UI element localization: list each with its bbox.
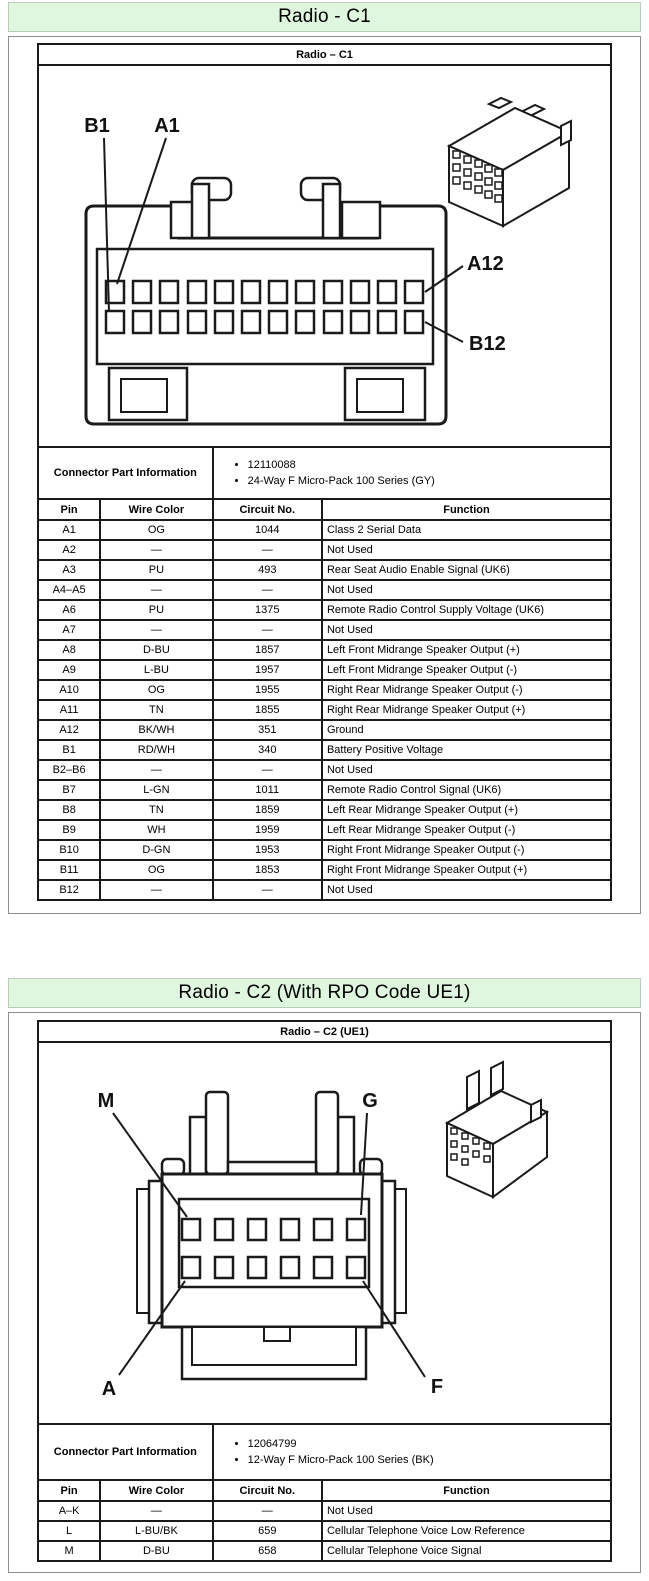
section-panel [8,36,641,914]
connector-part-info-values [213,447,611,499]
pin-row [38,740,611,760]
function-cell: Cellular Telephone Voice Signal [322,1541,611,1561]
function-cell: Right Front Midrange Speaker Output (+) [322,860,611,880]
wire-color-cell: OG [100,680,212,700]
pin-cell: A3 [38,560,100,580]
circuit-no-cell: 1855 [213,700,322,720]
pin-cell: A1 [38,520,100,540]
function-cell: Ground [322,720,611,740]
pin-cell: B8 [38,800,100,820]
connector-part-info-label: Connector Part Information [38,447,213,499]
part-number: • 12110088 [248,459,610,472]
pin-row [38,1521,611,1541]
pin-row [38,640,611,660]
function-cell: Not Used [322,1501,611,1521]
wire-color-cell: L-GN [100,780,212,800]
part-number: • 12064799 [248,1438,610,1451]
circuit-no-cell: 1955 [213,680,322,700]
column-header-function: Function [322,1480,611,1501]
wire-color-cell: — [100,760,212,780]
function-cell: Remote Radio Control Supply Voltage (UK6) [322,600,611,620]
circuit-no-cell: 340 [213,740,322,760]
section-banner [8,2,641,32]
pin-cell: A9 [38,660,100,680]
circuit-no-cell: — [213,760,322,780]
circuit-no-cell: 1853 [213,860,322,880]
pin-cell: A2 [38,540,100,560]
pin-row [38,1501,611,1521]
diagram-title-row [38,1021,611,1042]
wire-color-cell: — [100,540,212,560]
pin-cell: A7 [38,620,100,640]
column-header-circuit-no: Circuit No. [213,1480,322,1501]
connector-part-info-values [213,1424,611,1480]
pin-cell: B11 [38,860,100,880]
connector-part-info-row [38,1424,611,1480]
pin-row [38,780,611,800]
column-header-wire-color: Wire Color [100,1480,212,1501]
pin-row [38,1541,611,1561]
wire-color-cell: PU [100,600,212,620]
circuit-no-cell: 1957 [213,660,322,680]
circuit-no-cell: — [213,880,322,900]
pin-table-body [38,520,611,900]
connector-diagram-c1 [39,66,610,446]
wire-color-cell: RD/WH [100,740,212,760]
connector-part-info-row [38,447,611,499]
pin-label-b12: B12 [469,333,506,355]
pin-cell: B2–B6 [38,760,100,780]
circuit-no-cell: — [213,580,322,600]
section-panel [8,1012,641,1573]
pin-cell: B7 [38,780,100,800]
pin-label-a1: A1 [154,115,180,137]
function-cell: Not Used [322,580,611,600]
pin-label-a: A [101,1378,117,1400]
function-cell: Remote Radio Control Signal (UK6) [322,780,611,800]
pin-label-a12: A12 [467,253,504,275]
circuit-no-cell: — [213,1501,322,1521]
pin-row [38,760,611,780]
circuit-no-cell: 351 [213,720,322,740]
pin-row [38,720,611,740]
diagram-title: Radio – C1 [38,44,611,65]
pin-cell: B10 [38,840,100,860]
function-cell: Right Rear Midrange Speaker Output (+) [322,700,611,720]
column-header-pin: Pin [38,1480,100,1501]
diagram-title: Radio – C2 (UE1) [38,1021,611,1042]
diagram-row [38,65,611,447]
circuit-no-cell: 1859 [213,800,322,820]
pin-cell: A8 [38,640,100,660]
function-cell: Left Rear Midrange Speaker Output (+) [322,800,611,820]
wire-color-cell: WH [100,820,212,840]
wire-color-cell: L-BU/BK [100,1521,212,1541]
column-header-pin: Pin [38,499,100,520]
pin-cell: A11 [38,700,100,720]
wire-color-cell: TN [100,800,212,820]
wire-color-cell: — [100,1501,212,1521]
wire-color-cell: OG [100,860,212,880]
part-description: • 24-Way F Micro-Pack 100 Series (GY) [248,475,610,488]
diagram-title-row [38,44,611,65]
pin-row [38,540,611,560]
wire-color-cell: D-GN [100,840,212,860]
pin-row [38,660,611,680]
circuit-no-cell: 659 [213,1521,322,1541]
pin-label-f: F [430,1376,444,1398]
pin-row [38,580,611,600]
wire-color-cell: PU [100,560,212,580]
connector-table-c1 [37,43,612,901]
wire-color-cell: TN [100,700,212,720]
column-header-circuit-no: Circuit No. [213,499,322,520]
function-cell: Class 2 Serial Data [322,520,611,540]
circuit-no-cell: — [213,540,322,560]
section-banner [8,978,641,1008]
part-description: • 12-Way F Micro-Pack 100 Series (BK) [248,1454,610,1467]
pin-row [38,520,611,540]
wire-color-cell: D-BU [100,640,212,660]
connector-part-info-label: Connector Part Information [38,1424,213,1480]
circuit-no-cell: 1959 [213,820,322,840]
function-cell: Not Used [322,880,611,900]
pin-table-body [38,1501,611,1561]
pin-label-b1: B1 [84,115,110,137]
function-cell: Right Rear Midrange Speaker Output (-) [322,680,611,700]
pin-label-m: M [97,1090,115,1112]
isometric-connector-view [447,1062,547,1197]
wire-color-cell: L-BU [100,660,212,680]
pin-label-g: G [362,1090,378,1112]
function-cell: Battery Positive Voltage [322,740,611,760]
pin-cell: B1 [38,740,100,760]
circuit-no-cell: 1375 [213,600,322,620]
circuit-no-cell: 1953 [213,840,322,860]
circuit-no-cell: 1044 [213,520,322,540]
isometric-connector-view [449,98,571,226]
function-cell: Left Front Midrange Speaker Output (-) [322,660,611,680]
function-cell: Cellular Telephone Voice Low Reference [322,1521,611,1541]
pin-cell: A4–A5 [38,580,100,600]
diagram-cell [38,65,611,447]
connector-diagram-c2 [39,1043,610,1423]
function-cell: Not Used [322,760,611,780]
column-header-row [38,1480,611,1501]
pin-row [38,820,611,840]
pin-cell: L [38,1521,100,1541]
diagram-cell [38,1042,611,1424]
circuit-no-cell: 1011 [213,780,322,800]
wire-color-cell: — [100,620,212,640]
pin-cell: A12 [38,720,100,740]
pin-row [38,840,611,860]
pin-cell: B9 [38,820,100,840]
circuit-no-cell: 493 [213,560,322,580]
column-header-wire-color: Wire Color [100,499,212,520]
pin-cell: A6 [38,600,100,620]
pin-cell: A10 [38,680,100,700]
section-banner-title: Radio - C1 [278,6,371,27]
pin-cell: B12 [38,880,100,900]
wire-color-cell: OG [100,520,212,540]
pin-row [38,800,611,820]
pin-row [38,620,611,640]
pin-cell: M [38,1541,100,1561]
wire-color-cell: BK/WH [100,720,212,740]
section-banner-title: Radio - C2 (With RPO Code UE1) [178,982,471,1003]
pin-row [38,560,611,580]
wire-color-cell: D-BU [100,1541,212,1561]
function-cell: Left Rear Midrange Speaker Output (-) [322,820,611,840]
connector-table-c2 [37,1020,612,1562]
wire-color-cell: — [100,580,212,600]
pin-cell: A–K [38,1501,100,1521]
section-radio-c1 [8,0,641,914]
circuit-no-cell: 658 [213,1541,322,1561]
pin-row [38,680,611,700]
diagram-row [38,1042,611,1424]
circuit-no-cell: 1857 [213,640,322,660]
pin-row [38,880,611,900]
function-cell: Not Used [322,620,611,640]
pin-row [38,700,611,720]
pin-row [38,860,611,880]
function-cell: Right Front Midrange Speaker Output (-) [322,840,611,860]
column-header-function: Function [322,499,611,520]
function-cell: Left Front Midrange Speaker Output (+) [322,640,611,660]
circuit-no-cell: — [213,620,322,640]
section-radio-c2 [8,978,641,1573]
column-header-row [38,499,611,520]
pin-row [38,600,611,620]
wire-color-cell: — [100,880,212,900]
function-cell: Rear Seat Audio Enable Signal (UK6) [322,560,611,580]
function-cell: Not Used [322,540,611,560]
